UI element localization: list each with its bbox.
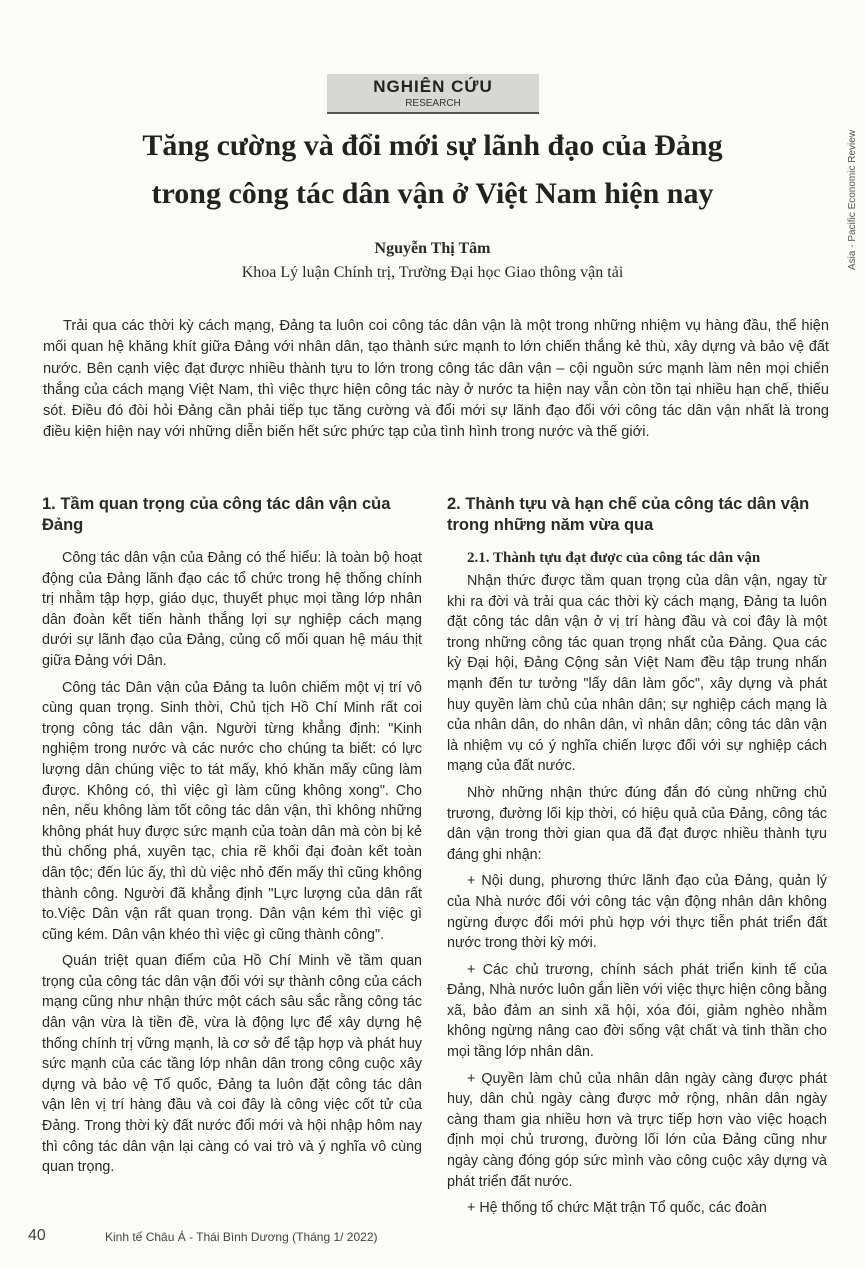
bullet-paragraph: + Nội dung, phương thức lãnh đạo của Đảng, quản lý của Nhà nước đối với công tác vận động nhân dân không ngừng được đổi mới phù hợp với thực tiễn phát triển đất nước trong thời kỳ mới. (447, 873, 827, 952)
right-column (447, 494, 827, 1225)
journal-citation: Kinh tế Châu Á - Thái Bình Dương (Tháng 1/ 2022) (105, 1230, 378, 1244)
paragraph: Quán triệt quan điểm của Hồ Chí Minh về tầm quan trọng của công tác dân vận đối với sự thành công của cách mạng cũng như nhận thức một cách sâu sắc rằng công tác dân vận vừa là tiền đề, vừa là động lực để xây dựng hệ thống chính trị vững mạnh, là cơ sở để tập hợp và phát huy sức mạnh của các tầng lớp nhân dân trong công cuộc xây dựng và bảo vệ Tổ quốc, Đảng ta luôn đặt công tác dân vận lên vị trí hàng đầu và coi đây là công việc cốt tử của Đảng. Trong thời kỳ đất nước đổi mới và hội nhập hôm nay thì công tác dân vận lại càng có vai trò và ý nghĩa vô cùng quan trọng. (42, 953, 422, 1176)
paragraph: Nhận thức được tầm quan trọng của dân vận, ngay từ khi ra đời và trải qua các thời kỳ cách mạng, Đảng ta luôn đặt công tác dân vận ở vị trí hàng đầu và coi đây là một trong những công tác quan trọng nhất của Đảng. Qua các kỳ Đại hội, Đảng Cộng sản Việt Nam đều tập trung nhấn mạnh đến tư tưởng "lấy dân làm gốc", xây dựng và phát huy quyền làm chủ của nhân dân; sự nghiệp cách mạng là của nhân dân, do nhân dân, vì nhân dân; công tác dân vận là nhiệm vụ có ý nghĩa chiến lược đối với sự nghiệp cách mạng của đất nước. (447, 573, 827, 775)
paragraph: Công tác Dân vận của Đảng ta luôn chiếm một vị trí vô cùng quan trọng. Sinh thời, Chủ tịch Hồ Chí Minh rất coi trọng công tác dân vận. Người từng khẳng định: "Kinh nghiệm trong nước và các nước cho chúng ta biết: có lực lượng dân chúng việc to tát mấy, khó khăn mấy cũng làm được. Không có, thì việc gì làm cũng không xong". Cho nên, nếu không làm tốt công tác dân vận, thì không những không phát huy được sức mạnh của toàn dân mà còn bị kẻ thù chống phá, xuyên tạc, chia rẽ khối đại đoàn kết toàn dân tộc; đến lúc ấy, thì dù việc nhỏ đến mấy thì cũng không thành công. Người đã khẳng định "Lực lượng của dân rất to.Việc Dân vận rất quan trọng. Dân vận kém thì việc gì cũng kém. Dân vận khéo thì việc gì cũng thành công". (42, 679, 422, 943)
page-number: 40 (28, 1227, 46, 1244)
journal-side-label: Asia - Pacific Economic Review (847, 129, 858, 270)
paragraph: Nhờ những nhận thức đúng đắn đó cùng những chủ trương, đường lối kịp thời, có hiệu quả của Đảng, công tác dân vận trong thời gian qua đã đạt được nhiều thành tựu đáng ghi nhận: (447, 784, 827, 863)
section-label: NGHIÊN CỨU (373, 77, 493, 96)
left-column (42, 494, 422, 1184)
author-affiliation: Khoa Lý luận Chính trị, Trường Đại học Giao thông vận tải (241, 264, 624, 281)
section-1-heading: 1. Tầm quan trọng của công tác dân vận của Đảng (42, 495, 391, 534)
article-title (60, 122, 805, 218)
title-line-1: Tăng cường và đổi mới sự lãnh đạo của Đảng (142, 129, 723, 162)
section-2-heading: 2. Thành tựu và hạn chế của công tác dân vận trong những năm vừa qua (447, 495, 810, 534)
bullet-paragraph: + Các chủ trương, chính sách phát triển kinh tế của Đảng, Nhà nước luôn gắn liền với việc thực hiện công bằng xã, bảo đảm an sinh xã hội, xóa đói, giảm nghèo nhằm không ngừng nâng cao đời sống vật chất và tinh thần cho mọi tầng lớp nhân dân. (447, 961, 827, 1061)
author-name: Nguyễn Thị Tâm (374, 240, 491, 257)
bullet-paragraph: + Hệ thống tổ chức Mặt trận Tổ quốc, các đoàn (467, 1200, 767, 1217)
subsection-2-1-heading: 2.1. Thành tựu đạt được của công tác dân vận (467, 550, 761, 566)
section-label-english: RESEARCH (405, 98, 461, 109)
paragraph: Công tác dân vận của Đảng có thể hiểu: là toàn bộ hoạt động của Đảng lãnh đạo các tổ chức trong hệ thống chính trị nhằm tập hợp, giáo dục, thuyết phục mọi tầng lớp nhân dân đoàn kết tiến hành thắng lợi sự nghiệp cách mạng dưới sự lãnh đạo của Đảng, củng cố mối quan hệ máu thịt giữa Đảng với Dân. (42, 550, 422, 669)
abstract: Trải qua các thời kỳ cách mạng, Đảng ta luôn coi công tác dân vận là một trong những nhiệm vụ hàng đầu, thể hiện mối quan hệ khăng khít giữa Đảng với nhân dân, tạo thành sức mạnh to lớn chiến thắng kẻ thù, xây dựng và bảo vệ đất nước. Bên cạnh việc đạt được nhiều thành tựu to lớn trong công tác dân vận – cội nguồn sức mạnh làm nên mọi chiến thắng của cách mạng Việt Nam, thì việc thực hiện công tác này ở nước ta hiện nay vẫn còn tồn tại nhiều hạn chế, thiếu sót. Điều đó đòi hỏi Đảng cần phải tiếp tục tăng cường và đổi mới sự lãnh đạo đối với công tác dân vận nhất là trong điều kiện hiện nay với những diễn biến hết sức phức tạp của tình hình trong nước và thế giới. (43, 318, 829, 441)
bullet-paragraph: + Quyền làm chủ của nhân dân ngày càng được phát huy, dân chủ ngày càng được mở rộng, nhân dân ngày càng tham gia nhiều hơn và trực tiếp hơn vào việc hoạch định mọi chủ trương, đường lối lớn của Đảng cũng như ngày càng đóng góp sức mình vào công cuộc xây dựng và phát triển đất nước. (447, 1070, 827, 1190)
section-tag (327, 74, 539, 114)
title-line-2: trong công tác dân vận ở Việt Nam hiện nay (151, 177, 714, 210)
